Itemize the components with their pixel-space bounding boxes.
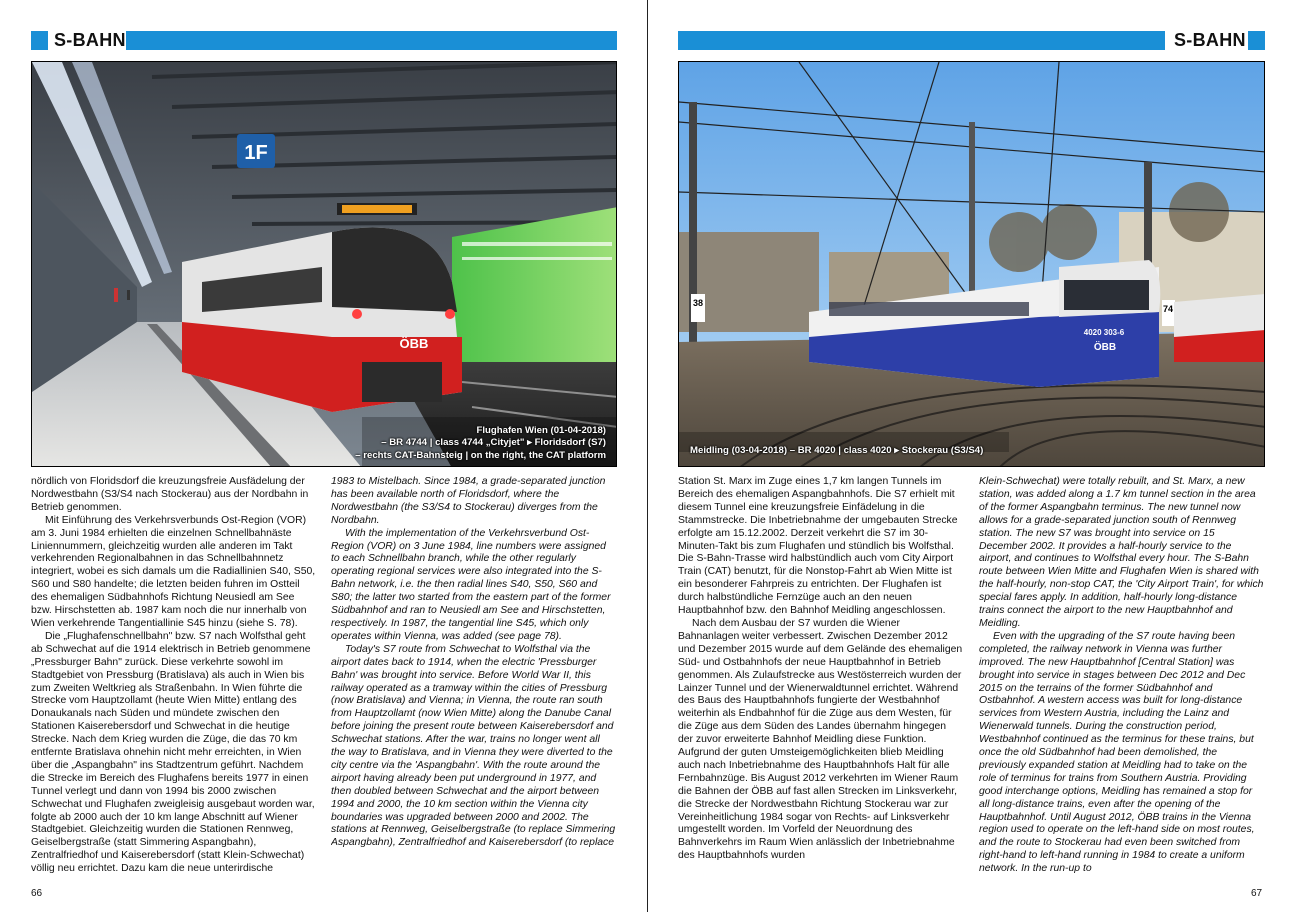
right-german-column [678, 476, 963, 878]
right-english-column [979, 476, 1265, 878]
platform-sign-text: 1F [244, 142, 268, 164]
header-square-left [31, 31, 48, 50]
header-bar-right [678, 31, 1165, 50]
header-square-right [1248, 31, 1265, 50]
paragraph: With the implementation of the Verkehrsverbund Ost-Region (VOR) on 3 June 1984, line numbers were assigned to each Schnellbahn branch, while the other regularly operating regional services were also integrated into the S-Bahn network, i.e. the then radial lines S40, S50, S60 and S80; the latter two started from the eastern part of the former Südbahnhof and ran to Neusiedl am See and Hirschstetten, respectively. In 1987, the tangential line S45, which only operates within Vienna, was added (see page 78). [331, 527, 611, 642]
paragraph: Today's S7 route from Schwechat to Wolfsthal via the airport dates back to 1914, when the electric 'Pressburger Bahn' was brought into service. Before World War II, this railway operated as a tramway within the cities of Pressburg (now Bratislava) and Vienna; in Vienna, the route ran south from Hauptzollamt (now Wien Mitte) along the Danube Canal before joining the present route between Kaiserebersdorf and Schwechat stations. After the war, trains no longer went all the way to Bratislava, and in Vienna they were diverted to the city centre via the 'Aspangbahn'. With the route around the airport having already been put underground in 1977, and then doubled between Schwechat and the airport between 1994 and 2000, the 10 km section within the Vienna city boundaries was upgraded between 2000 and 2002. The stations at Rennweg, Geiselbergstraße (to replace Simmering Aspangbahn), Zentralfriedhof and Kaiserebersdorf (to replace [331, 643, 616, 849]
caption-right-text: Meidling (03-04-2018) – BR 4020 | class 4020 ▸ Stockerau (S3/S4) [690, 445, 984, 456]
photo-caption-right [690, 445, 983, 457]
airport-train-image [32, 62, 617, 467]
caption-left-line3: – rechts CAT-Bahnsteig | on the right, the CAT platform [355, 449, 606, 461]
header-bar-left [126, 31, 617, 50]
section-title-left: S-BAHN [54, 30, 126, 50]
paragraph: Klein-Schwechat) were totally rebuilt, and St. Marx, a new station, was added along a 1.7 km tunnel section in the area of the former Aspangbahn terminus. The new tunnel now allows for a grade-separated junction south of Rennweg station. The new S7 was brought into service on 15 December 2002. It provides a half-hourly service to the airport, and continues to Wolfsthal every hour. The S-Bahn route between Wien Mitte and Flughafen Wien is shared with the half-hourly, non-stop CAT, the 'City Airport Train', for which special fares apply. In addition, half-hourly long-distance trains connect the airport to the new Hauptbahnhof and Meidling. [979, 476, 1264, 629]
page-number-right: 67 [1251, 888, 1263, 899]
mast-number-right: 74 [1162, 304, 1174, 314]
page-number-left: 66 [31, 888, 43, 899]
train-number-text: 4020 303-6 [1083, 328, 1125, 337]
paragraph: Nach dem Ausbau der S7 wurden die Wiener Bahnanlagen weiter verbessert. Zwischen Dezember 2012 und Dezember 2015 wurde auf dem Gelände des ehemaligen Süd- und Ostbahnhofs der neue Hauptbahnhof in Betrieb genommen. Als Zulaufstrecke aus Westösterreich wurden der Lainzer Tunnel und der Wienerwaldtunnel errichtet. Während des Baus des Hauptbahnhofs fungierte der Westbahnhof weiterhin als Endbahnhof für die Züge aus dem Westen, für die Züge aus dem Süden des Landes übernahm hingegen der zuvor erweiterte Bahnhof Meidling diese Funktion. Aufgrund der guten Umsteigemöglichkeiten blieb Meidling auch nach Inbetriebnahme des Hauptbahnhofs Halt für alle Fernbahnzüge. Bis August 2012 verkehrten im Wiener Raum die Bahnen der ÖBB auf fast allen Strecken im Linksverkehr, die Strecke der Nordwestbahn Richtung Stockerau war zur Vereinheitlichung 1984 sogar von Rechts- auf Linksverkehr umgestellt worden. Im Vorfeld der Neuordnung des Bahnverkehrs im Raum Wien anlässlich der Inbetriebnahme des Hauptbahnhofs wurden [678, 617, 963, 862]
paragraph: nördlich von Floridsdorf die kreuzungsfreie Ausfädelung der Nordwestbahn (S3/S4 nach Stockerau) aus der Nordbahn in Betrieb genommen. [31, 476, 309, 513]
caption-left-line2: – BR 4744 | class 4744 „Cityjet" ▸ Floridsdorf (S7) [381, 437, 606, 449]
left-english-column [331, 476, 617, 878]
paragraph: Die „Flughafenschnellbahn" bzw. S7 nach Wolfsthal geht ab Schwechat auf die 1914 elektrisch in Betrieb genommene „Pressburger Bahn" zurück. Diese verkehrte sowohl im Stadtgebiet von Pressburg (Bratislava) als auch in Wien bis zum Zweiten Weltkrieg als Straßenbahn. In Wien führte die Strecke vom Hauptzollamt (heute Wien Mitte) entlang des Donaukanals nach Süden und mündete zwischen den Stationen Kaiserebersdorf und Schwechat in die heutige Strecke. Nach dem Krieg wurden die Züge, die das 70 km entfernte Bratislava ohnehin nicht mehr erreichten, in Wien über die „Aspangbahn" ins Stadtzentrum geführt. Nachdem die Strecke im Bereich des Flughafens bereits 1977 in einen Tunnel verlegt und dann von 1994 bis 2000 zwischen Schwechat und Flughafen zweigleisig ausgebaut worden war, folgte ab 2000 auch der 10 km lange Abschnitt auf Wiener Stadtgebiet. Gleichzeitig wurden die Stationen Rennweg, Geiselbergstraße (statt Simmering Aspangbahn), Zentralfriedhof und Kaiserebersdorf (statt Klein-Schwechat) völlig neu errichtet. Dazu kam die neue unterirdische [31, 630, 315, 875]
left-german-column [31, 476, 316, 878]
paragraph: 1983 to Mistelbach. Since 1984, a grade-separated junction has been available north of Floridsdorf, where the Nordwestbahn (the S3/S4 to Stockerau) diverges from the Nordbahn. [331, 476, 606, 526]
caption-left-line1: Flughafen Wien (01-04-2018) [476, 425, 606, 436]
page-gutter [647, 0, 648, 912]
photo-meidling-station [678, 61, 1265, 467]
train-logo-text-right: ÖBB [1093, 342, 1117, 353]
paragraph: Station St. Marx im Zuge eines 1,7 km langen Tunnels im Bereich des ehemaligen Aspangbahnhofs. Die S7 erhielt mit diesem Tunnel eine kreuzungsfreie Einfädelung in die Stammstrecke. Die Inbetriebnahme der umgebauten Strecke erfolgte am 15.12.2002. Derzeit verkehrt die S7 im 30-Minuten-Takt bis zum Flughafen und stündlich bis Wolfsthal. Die S-Bahn-Trasse wird halbstündlich auch vom City Airport Train (CAT) benutzt, für die Nonstop-Fahrt ab Wien Mitte ist ein besonderer Fahrpreis zu entrichten. Der Flughafen ist durch halbstündliche Fernzüge auch an den neuen Hauptbahnhof bzw. den Bahnhof Meidling angeschlossen. [678, 476, 958, 617]
paragraph: Even with the upgrading of the S7 route having been completed, the railway network in Vienna was further improved. The new Hauptbahnhof [Central Station] was brought into service in stages between Dec 2012 and Dec 2015 on the terrains of the former Südbahnhof and Ostbahnhof. A western access was built for long-distance services from Western Austria, including the Lainz and Wienerwald tunnels. During the construction period, Westbahnhof continued as the terminus for these trains, but once the old Südbahnhof had been demolished, the previously expanded station at Meidling had to take on the role of terminus for trains from Southern Austria. Providing good interchange options, Meidling has remained a stop for all long-distance trains, even after the opening of the Hauptbahnhof. Until August 2012, ÖBB trains in the Vienna region used to operate on the left-hand side on most routes, and the route to Stockerau had even been switched from right-hand to left-hand running in 1984 to create a uniform network. In the run-up to [979, 630, 1255, 875]
train-logo-text-left: ÖBB [399, 336, 429, 351]
section-title-right: S-BAHN [1174, 30, 1246, 50]
mast-number-left: 38 [692, 298, 704, 308]
photo-airport-station [31, 61, 617, 467]
paragraph: Mit Einführung des Verkehrsverbunds Ost-Region (VOR) am 3. Juni 1984 erhielten die einzelnen Schnellbahnäste Liniennummern, gleichzeitig wurden alle anderen im Takt verkehrenden Regionalbahnen in das Schnellbahnnetz integriert, wobei es sich damals um die Radiallinien S40, S50, S60 und S80 handelte; die letzten beiden fuhren im Ostteil des ehemaligen Südbahnhofs Richtung Neusiedl am See bzw. Hirschstetten ab. 1987 kam noch die nur innerhalb von Wien verkehrende Tangentiallinie S45 hinzu (siehe S. 78). [31, 514, 316, 629]
photo-caption-left [355, 425, 606, 462]
meidling-train-image [679, 62, 1265, 467]
